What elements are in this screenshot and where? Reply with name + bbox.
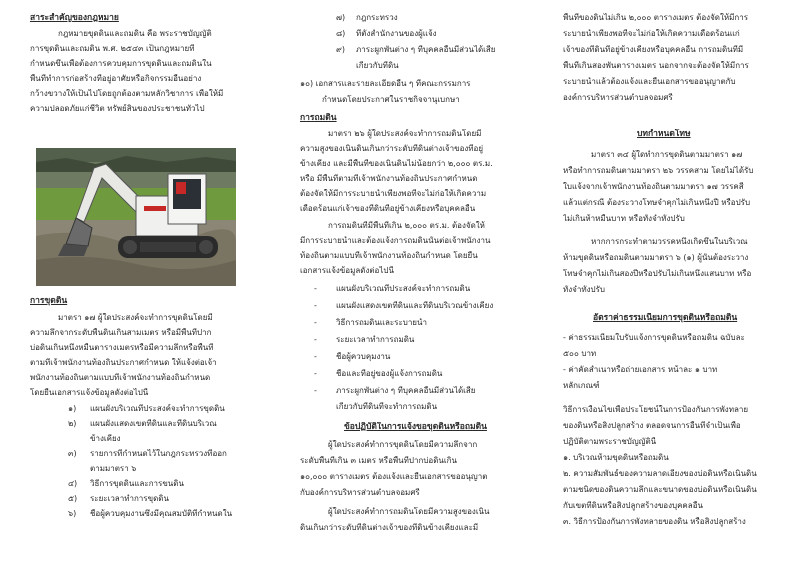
paragraph-line: ความปลอดภัยแก่ชีวิต ทรัพย์สินของประชาชนทั่วไป [30,104,205,113]
paragraph-line: ระดับพื้นที่เกิน ๓ เมตร หรือพื้นที่ปากบ่อดินเกิน [300,456,457,465]
paragraph-line: กับเขตที่ดินหรือสิ่งปลูกสร้างของบุคคลอื่น [563,501,703,510]
paragraph-line: พนักงานท้องถิ่นตามแบบที่เจ้าพนักงานท้องถิ่นกำหนด [30,373,211,382]
list-text: ระยะเวลาทำการถมดิน [336,335,415,344]
paragraph-line: ผู้ใดประสงค์ทำการขุดดินโดยมีความลึกจาก [328,440,478,449]
list-text: รายการที่กำหนดไว้ในกฎกระทรวงที่ออก [90,449,227,458]
list-text: ชื่อผู้ควบคุมงานซึ่งมีคุณสมบัติที่กำหนดใน [90,509,233,518]
dash-bullet: - [314,301,317,310]
paragraph-line: กับองค์การบริหารส่วนตำบลจอมศรี [300,488,420,497]
list-number: ๖) [68,509,77,518]
list-number: ๙) [336,45,345,54]
paragraph-line: กฎหมายขุดดินและถมดิน คือ พระราชบัญญัติ [58,29,212,38]
paragraph-line: ตามชนิดของดินความลึกและขนาดของบ่อดินหรือเนินดิน [563,485,757,494]
dash-bullet: - [314,352,317,361]
list-text: เกี่ยวกับที่ดิน [356,61,399,70]
paragraph-line: ดินเกินกว่าระดับที่ดินต่างเจ้าของที่ดินข้างเคียงและมี [300,523,479,532]
list-text: แผนผังบริเวณที่ประสงค์จะทำการถมดิน [336,284,471,293]
paragraph-line: การถมดินที่มีพื้นที่เกิน ๒,๐๐๐ ตร.ม. ต้องจัดให้ [328,221,485,230]
paragraph-line: ปฏิบัติตามพระราชบัญญัตินี้ [563,437,657,446]
paragraph-line: แล้วแต่กรณี ต้องระวางโทษจำคุกไม่เกินหนึ่งปี หรือปรับ [563,198,751,207]
paragraph-line: ท้องถิ่นตามแบบที่เจ้าพนักงานท้องถิ่นกำหนด โดยยื่น [300,251,478,260]
paragraph-line: มาตรา ๒๖ ผู้ใดประสงค์จะทำการถมดินโดยมี [328,129,482,138]
dash-bullet: - [314,335,317,344]
heading-law-essence: สาระสำคัญของกฎหมาย [30,13,119,23]
list-text: ระยะเวลาทำการขุดดิน [90,494,169,503]
paragraph-line: ความลึกจากระดับพื้นดินเกินสามเมตร หรือมีพื้นที่ปาก [30,328,212,337]
paragraph-line: บ่อดินเกินหนึ่งหมื่นตารางเมตรหรือมีความลึกหรือพื้นที่ [30,343,214,352]
list-text: เกี่ยวกับที่ดินที่จะทำการถมดิน [336,402,438,411]
list-number: ๕) [68,494,78,503]
paragraph-line: เดือดร้อนแก่เจ้าของที่ดินที่อยู่ข้างเคียงหรือบุคคลอื่น [300,204,476,213]
paragraph-line: ๒. ความสัมพันธ์ของความลาดเอียงของบ่อดินหรือเนินดิน [563,469,757,478]
fee-line: หลักเกณฑ์ [563,381,600,390]
paragraph-line: พื้นที่เกินสองพันตารางเมตร นอกจากจะต้องจัดให้มีการ [563,61,749,70]
dash-bullet: - [314,318,317,327]
dash-bullet: - [314,386,317,395]
paragraph-line: ๑๐,๐๐๐ ตารางเมตร ต้องแจ้งและยื่นเอกสารขออนุญาต [300,472,488,481]
paragraph-line: ความสูงของเนินดินเกินกว่าระดับที่ดินต่างเจ้าของที่อยู่ [300,144,484,153]
paragraph-line: ไม่เกินห้าหมื่นบาท หรือทั้งจำทั้งปรับ [563,214,685,223]
list-text: ชื่อผู้ควบคุมงาน [336,352,391,361]
paragraph-line: พื้นที่ทำการก่อสร้างที่อยู่อาศัยหรือกิจกรรมอื่นอย่าง [30,74,202,83]
list-text: ภาระผูกพันต่าง ๆ ที่บุคคลอื่นมีส่วนได้เสีย [356,45,496,54]
list-number: ๑) [68,404,77,413]
list-text: แผนผังแสดงเขตที่ดินและที่ดินบริเวณ [90,419,217,428]
paragraph-line: เอกสารแจ้งข้อมูลดังต่อไปนี้ [300,266,394,275]
paragraph-line: ระบายน้ำเพียงพอที่จะไม่ก่อให้เกิดความเดือดร้อนแก่ [563,29,740,38]
list-number: ๘) [336,29,346,38]
list-text: ข้างเคียง [90,434,121,443]
heading-penalty: บทกำหนดโทษ [637,129,691,139]
list-text: ตามมาตรา ๖ [90,464,137,473]
paragraph-line: ต้องจัดให้มีการระบายน้ำเพียงพอที่จะไม่ก่อให้เกิดความ [300,189,487,198]
fee-line: - ค่าคัดสำเนาหรือถ่ายเอกสาร หน้าละ ๑ บาท [563,365,718,374]
excavator-photo [36,148,236,286]
paragraph-line: ๓. วิธีการป้องกันการพังทลายของดิน หรือสิ่งปลูกสร้าง [563,517,746,526]
heading-procedure: ข้อปฏิบัติในการแจ้งขอขุดดินหรือถมดิน [344,422,487,432]
paragraph-line: ของดินหรือสิ่งปลูกสร้าง ตลอดจนการอื่นที่จำเป็นเพื่อ [563,421,741,430]
dash-bullet: - [314,369,317,378]
paragraph-line: มาตรา ๓๔ ผู้ใดทำการขุดดินตามมาตรา ๑๗ [591,150,743,159]
paragraph-line: หรือทำการถมดินตามมาตรา ๒๖ วรรคสาม โดยไม่ได้รับ [563,166,754,175]
list-text: แผนผังแสดงเขตที่ดินและที่ดินบริเวณข้างเคียง [336,301,494,310]
fee-line: - ค่าธรรมเนียมใบรับแจ้งการขุดดินหรือถมดิน ฉบับละ [563,333,745,342]
paragraph-line: โทษจำคุกไม่เกินสองปีหรือปรับไม่เกินหนึ่งแสนบาท หรือ [563,269,752,278]
paragraph-line: หากการกระทำตามวรรคหนึ่งเกิดขึ้นในบริเวณ [591,237,748,246]
paragraph-line: วิธีการเงื่อนไขเพื่อประโยชน์ในการป้องกันการพังทลาย [563,405,749,414]
paragraph-line: มาตรา ๑๗ ผู้ใดประสงค์จะทำการขุดดินโดยมี [58,313,213,322]
paragraph-line: กำหนดโดยประกาศในราชกิจจานุเบกษา [322,95,460,104]
heading-filling: การถมดิน [300,113,337,123]
heading-excavation: การขุดดิน [30,296,68,306]
list-number: ๗) [336,13,346,22]
list-number: ๔) [68,479,78,488]
paragraph-line: พื้นที่ของดินไม่เกิน ๒,๐๐๐ ตารางเมตร ต้องจัดให้มีการ [563,13,749,22]
paragraph-line: ระบายน้ำแล้วต้องแจ้งและยื่นเอกสารขออนุญาตกับ [563,77,736,86]
list-text: ชื่อและที่อยู่ของผู้แจ้งการถมดิน [336,369,443,378]
list-text: วิธีการขุดดินและการขนดิน [90,479,184,488]
list-number: ๒) [68,419,77,428]
paragraph-line: ห้ามขุดดินหรือถมดินตามมาตรา ๖ (๑) ผู้นั้นต้องระวาง [563,253,749,262]
column-2 [300,0,532,566]
paragraph-line: องค์การบริหารส่วนตำบลจอมศรี [563,93,673,102]
excavator-illustration [36,148,236,286]
fee-line: ๕๐๐ บาท [563,349,597,358]
paragraph-line: ตามที่เจ้าพนักงานท้องถิ่นประกาศกำหนด ให้แจ้งต่อเจ้า [30,358,217,367]
paragraph-line: กว้างขวางให้เป็นไปโดยถูกต้องตามหลักวิชาการ เพื่อให้มี [30,89,224,98]
heading-fees: อัตราค่าธรรมเนียมการขุดดินหรือถมดิน [593,313,738,323]
list-text: วิธีการถมดินและระบายน้ำ [336,318,427,327]
paragraph-line: ข้างเคียง และมีพื้นที่ของเนินดินไม่น้อยกว่า ๒,๐๐๐ ตร.ม. [300,159,493,168]
paragraph-line: กำหนดขึ้นเพื่อต้องการควบคุมการขุดดินและถมดินใน [30,59,212,68]
column-3 [563,0,783,566]
list-text: ภาระผูกพันต่าง ๆ ที่บุคคลอื่นมีส่วนได้เสีย [336,386,476,395]
paragraph-line: ผู้ใดประสงค์ทำการถมดินโดยมีความสูงของเนิน [328,507,490,516]
list-number: ๓) [68,449,77,458]
paragraph-line: การขุดดินและถมดิน พ.ศ. ๒๕๔๓ เป็นกฎหมายที่ [30,44,195,53]
dash-bullet: - [314,284,317,293]
list-text: ที่ตั้งสำนักงานของผู้แจ้ง [356,29,437,38]
paragraph-line: ทั้งจำทั้งปรับ [563,285,605,294]
paragraph-line: มีการระบายน้ำและต้องแจ้งการถมดินนั้นต่อเจ้าพนักงาน [300,236,491,245]
list-text: แผนผังบริเวณที่ประสงค์จะทำการขุดดิน [90,404,225,413]
paragraph-line: หรือ มีพื้นที่ตามที่เจ้าพนักงานท้องถิ่นประกาศกำหนด [300,174,478,183]
paragraph-line: เจ้าของที่ดินที่อยู่ข้างเคียงหรือบุคคลอื่น การถมดินที่มี [563,45,744,54]
paragraph-line: ๑. บริเวณห้ามขุดดินหรือถมดิน [563,453,669,462]
paragraph-line: ใบแจ้งจากเจ้าพนักงานท้องถิ่นตามมาตรา ๑๗ วรรคสี่ [563,182,744,191]
list-text: กฎกระทรวง [356,13,398,22]
paragraph-line: โดยยื่นเอกสารแจ้งข้อมูลดังต่อไปนี้ [30,388,149,397]
paragraph-line: ๑๐) เอกสารและรายละเอียดอื่น ๆ ที่คณะกรรมการ [300,79,471,88]
